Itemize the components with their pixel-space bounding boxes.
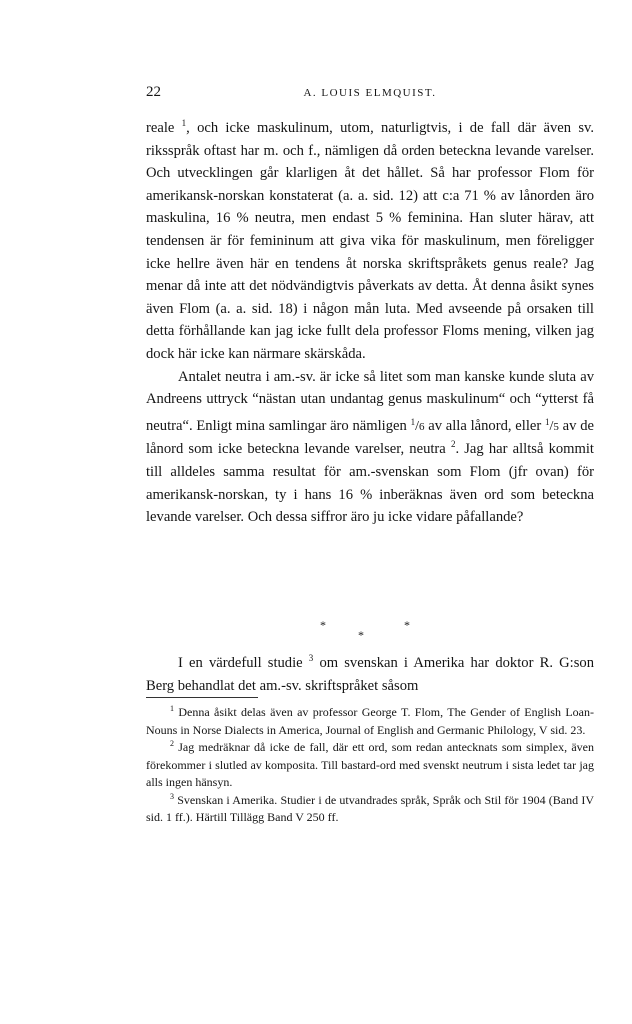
page-header — [146, 84, 594, 104]
asterisk: * — [358, 628, 364, 642]
footnote-1: $^1$ Denna åsikt delas även av professor George T. Flom, The Gender of English Loan-Nouns in Norse Dialects in America, Journal of English and Germanic Philology, V sid. 23. — [146, 704, 594, 737]
footnote-3: $^3$ Svenskan i Amerika. Studier i de utvandrades språk, Språk och Stil för 1904 (Band IV sid. 1 ff.). Härtill Tillägg Band V 250 ff. — [146, 791, 594, 824]
main-text — [146, 117, 594, 529]
asterisk: * — [320, 618, 326, 632]
footnote-ref-2: 2 — [450, 439, 456, 450]
footnote-ref-1: 1 — [181, 118, 187, 128]
footnote-marker: 2 — [170, 739, 174, 748]
footnote-marker: 3 — [170, 791, 174, 801]
fraction-one-sixth: $^1$/6 — [410, 416, 425, 434]
paragraph-2: Antalet neutra i am.-sv. är icke så litet som man kanske kunde sluta av Andreens uttryck “nästan utan undantag genus maskulinum“ och “ytterst få neutra“. Enligt mina samlingar äro nämligen $^1$/6 av alla lånord, eller $^1$/5 av de lånord som icke beteckna levande varelser, neutra $^2$. Jag har alltså kommit till alldeles samma resultat för am.-svenskan som Flom (jfr ovan) för amerikansk-norskan, ty i hans 16 % inberäknas även ord som beteckna levande varelser. Och dessa siffror äro ju icke vidare påfallande? — [146, 368, 594, 526]
asterisk: * — [404, 618, 410, 632]
section-break-asterism — [300, 618, 430, 648]
footnotes — [146, 704, 594, 827]
running-head: A. LOUIS ELMQUIST. — [303, 87, 437, 99]
footnote-2: $^2$ Jag medräknar då icke de fall, där ett ord, som redan antecknats som simplex, även förekommer i slutled av komposita. Till bastard-ord med svenskt neutrum i sista ledet tar jag alls ingen hänsyn. — [146, 739, 594, 789]
footnote-marker: 1 — [170, 704, 174, 713]
paragraph-1: reale $^1$, och icke maskulinum, utom, naturligtvis, i de fall där även sv. riksspråk oftast har m. och f., nämligen då orden beteckna levande varelser. Och utvecklingen går klarligen åt det hållet. Så har professor Flom för amerikansk-norskan konstaterat (a. a. sid. 12) att c:a 71 % av lånorden äro maskulina, 16 % neutra, men endast 5 % feminina. Han sluter härav, att tendensen är för femininum att giva vika för maskulinum, men föreligger icke hellre även här en tendens åt norska skriftspråkets genus reale? Jag menar då inte att det nödvändigtvis påverkats av detta. Åt denna åsikt synes även Flom (a. a. sid. 18) i någon mån luta. Med avseende på orsaken till detta förhållande kan jag icke fullt dela professor Floms mening, vilken jag dock här icke kan närmare skärskåda. — [146, 118, 595, 362]
footnote-divider — [146, 697, 258, 698]
footnote-ref-3: 3 — [308, 653, 314, 663]
page-number: 22 — [146, 84, 161, 100]
paragraph-3: I en värdefull studie $^3$ om svenskan i Amerika har doktor R. G:son Berg behandlat det am.-sv. skriftspråket såsom — [146, 653, 594, 694]
new-section — [146, 652, 594, 697]
fraction-one-fifth: $^1$/5 — [545, 416, 559, 434]
